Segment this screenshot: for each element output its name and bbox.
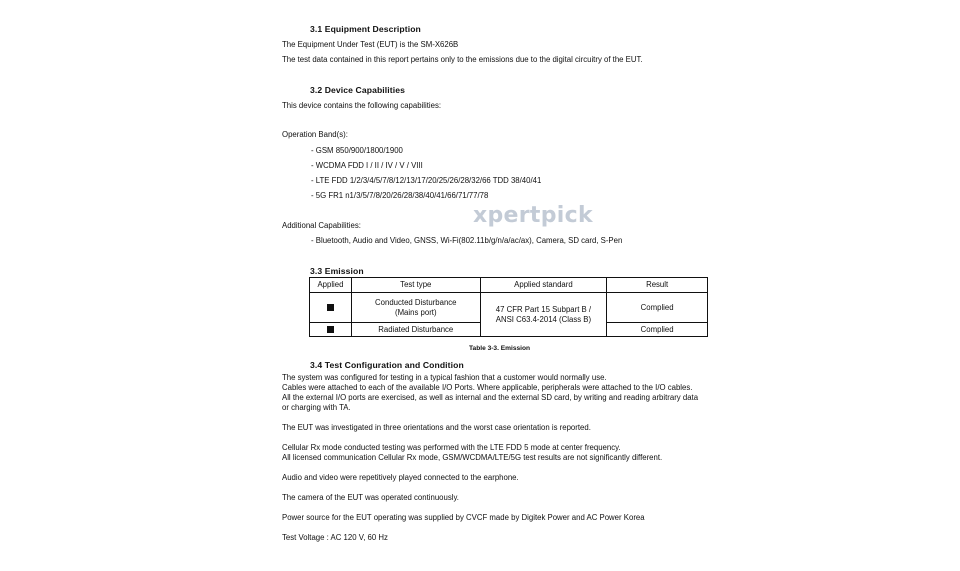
config-line: Test Voltage : AC 120 V, 60 Hz: [282, 533, 388, 542]
result-cell: Complied: [607, 323, 708, 337]
test-type-line: (Mains port): [394, 307, 437, 317]
operation-bands-label: Operation Band(s):: [282, 130, 348, 139]
band-item: - LTE FDD 1/2/3/4/5/7/8/12/13/17/20/25/26/28/32/66 TDD 38/40/41: [311, 176, 542, 185]
table-row: [310, 293, 708, 323]
test-type-line: Conducted Disturbance: [375, 298, 457, 308]
table-header-row: [310, 278, 708, 293]
standard-line: ANSI C63.4-2014 (Class B): [495, 314, 592, 324]
config-line: or charging with TA.: [282, 403, 351, 412]
config-line: The system was configured for testing in a typical fashion that a customer would normally use.: [282, 373, 607, 382]
section-3-4-heading: 3.4 Test Configuration and Condition: [310, 360, 464, 370]
section-3-1-heading: 3.1 Equipment Description: [310, 24, 421, 34]
standard-line: 47 CFR Part 15 Subpart B /: [495, 305, 592, 315]
additional-capabilities-item: - Bluetooth, Audio and Video, GNSS, Wi-Fi(802.11b/g/n/a/ac/ax), Camera, SD card, S-Pen: [311, 236, 623, 245]
config-line: Audio and video were repetitively played connected to the earphone.: [282, 473, 519, 482]
applied-checkbox-filled: [327, 326, 334, 333]
header-result: Result: [607, 278, 708, 293]
applied-cell: [310, 293, 352, 323]
config-line: Power source for the EUT operating was supplied by CVCF made by Digitek Power and AC Power Korea: [282, 513, 645, 522]
header-test-type: Test type: [351, 278, 480, 293]
additional-capabilities-label: Additional Capabilities:: [282, 221, 361, 230]
section-3-3-heading: 3.3 Emission: [310, 266, 364, 276]
header-applied-standard: Applied standard: [480, 278, 607, 293]
config-line: The camera of the EUT was operated continuously.: [282, 493, 459, 502]
applied-cell: [310, 323, 352, 337]
table-caption: Table 3-3. Emission: [469, 345, 531, 352]
config-line: Cables were attached to each of the available I/O Ports. Where applicable, peripherals were attached to the I/O cables.: [282, 383, 693, 392]
section-3-2-heading: 3.2 Device Capabilities: [310, 85, 405, 95]
band-item: - GSM 850/900/1800/1900: [311, 146, 403, 155]
band-item: - 5G FR1 n1/3/5/7/8/20/26/28/38/40/41/66/71/77/78: [311, 191, 489, 200]
band-item: - WCDMA FDD I / II / IV / V / VIII: [311, 161, 423, 170]
eut-description-line: The Equipment Under Test (EUT) is the SM-X626B: [282, 40, 459, 49]
emission-table: [309, 277, 708, 337]
test-type-cell: [351, 293, 480, 323]
applied-standard-cell: [480, 293, 607, 337]
config-line: The EUT was investigated in three orientations and the worst case orientation is reported.: [282, 423, 591, 432]
config-line: All the external I/O ports are exercised, as well as internal and the external SD card, by writing and reading arbitrary data: [282, 393, 699, 402]
header-applied: Applied: [310, 278, 352, 293]
eut-scope-line: The test data contained in this report pertains only to the emissions due to the digital circuitry of the EUT.: [282, 55, 643, 64]
capabilities-intro: This device contains the following capabilities:: [282, 101, 442, 110]
xpertpick-watermark: xpertpick: [473, 203, 593, 228]
applied-checkbox-filled: [327, 304, 334, 311]
config-line: All licensed communication Cellular Rx mode, GSM/WCDMA/LTE/5G test results are not significantly different.: [282, 453, 663, 462]
config-line: Cellular Rx mode conducted testing was performed with the LTE FDD 5 mode at center frequency.: [282, 443, 621, 452]
result-cell: Complied: [607, 293, 708, 323]
test-type-cell: Radiated Disturbance: [351, 323, 480, 337]
